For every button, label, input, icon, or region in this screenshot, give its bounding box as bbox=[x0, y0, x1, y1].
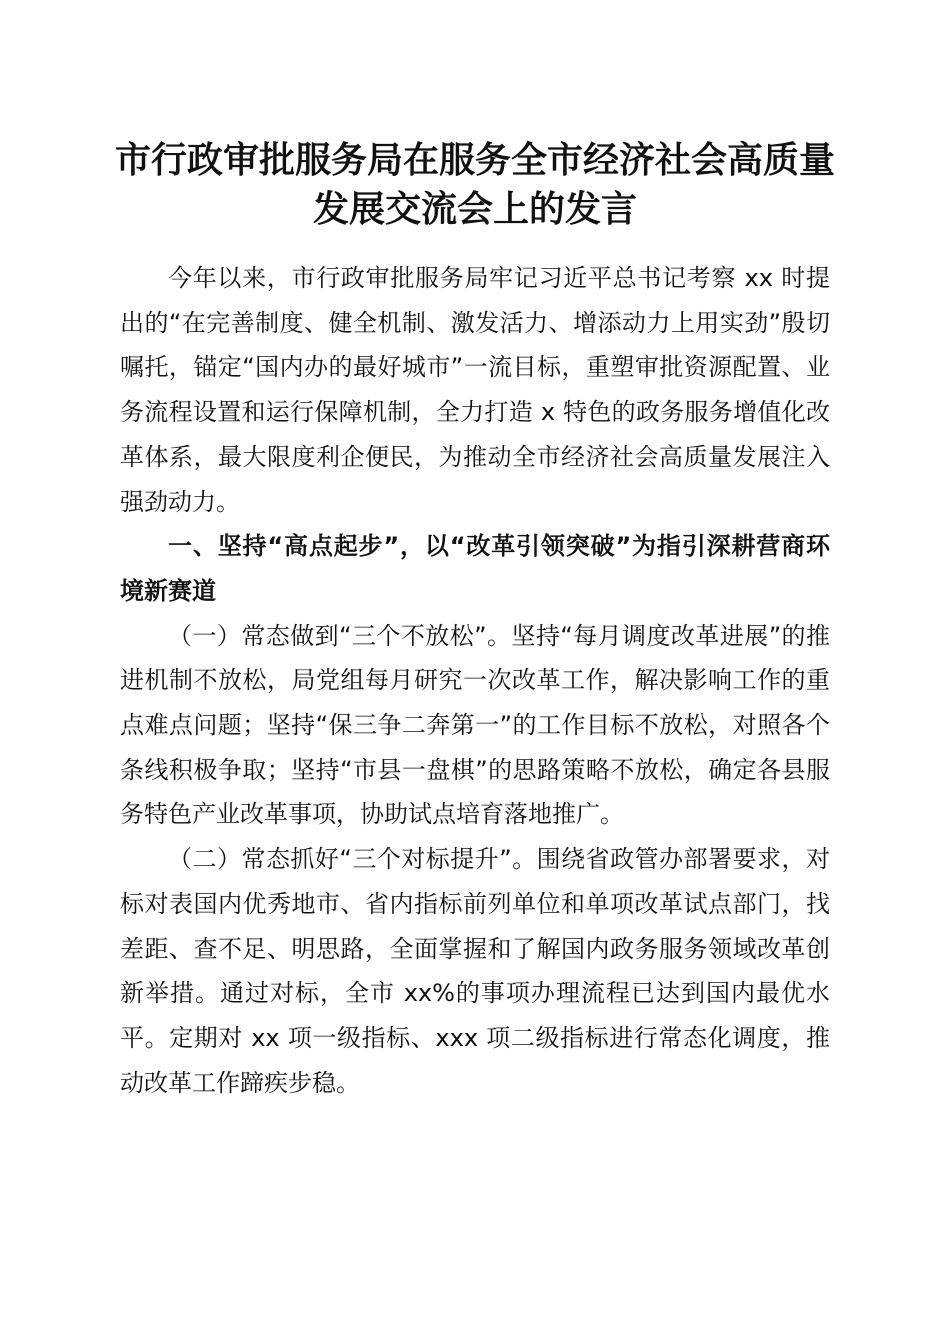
title-line-2: 发展交流会上的发言 bbox=[312, 188, 637, 230]
intro-paragraph: 今年以来，市行政审批服务局牢记习近平总书记考察 xx 时提出的“在完善制度、健全机制、激发活力、增添动力上用实劲”殷切嘱托，锚定“国内办的最好城市”一流目标，重塑审批资源配置、业务流程设置和运行保障机制，全力打造 x 特色的政务服务增值化改革体系，最大限度利企便民，为推动全市经济社会高质量发展注入强劲动力。 bbox=[120, 264, 830, 516]
title-line-1: 市行政审批服务局在服务全市经济社会高质量 bbox=[114, 139, 835, 181]
document-title bbox=[100, 136, 850, 234]
document-body bbox=[120, 256, 830, 1105]
subsection-paragraph-2: （二）常态抓好“三个对标提升”。围绕省政管办部署要求，对标对表国内优秀地市、省内指标前列单位和单项改革试点部门，找差距、查不足、明思路，全面掌握和了解国内政务服务领域改革创新举措。通过对标，全市 xx%的事项办理流程已达到国内最优水平。定期对 xx 项一级指标、xxx 项二级指标进行常态化调度，推动改革工作蹄疾步稳。 bbox=[120, 845, 830, 1097]
subsection-paragraph-1: （一）常态做到“三个不放松”。坚持“每月调度改革进展”的推进机制不放松，局党组每月研究一次改革工作，解决影响工作的重点难点问题；坚持“保三争二奔第一”的工作目标不放松，对照各个条线积极争取；坚持“市县一盘棋”的思路策略不放松，确定各县服务特色产业改革事项，协助试点培育落地推广。 bbox=[120, 621, 830, 829]
section-heading-1: 一、坚持“高点起步”，以“改革引领突破”为指引深耕营商环境新赛道 bbox=[120, 532, 830, 605]
